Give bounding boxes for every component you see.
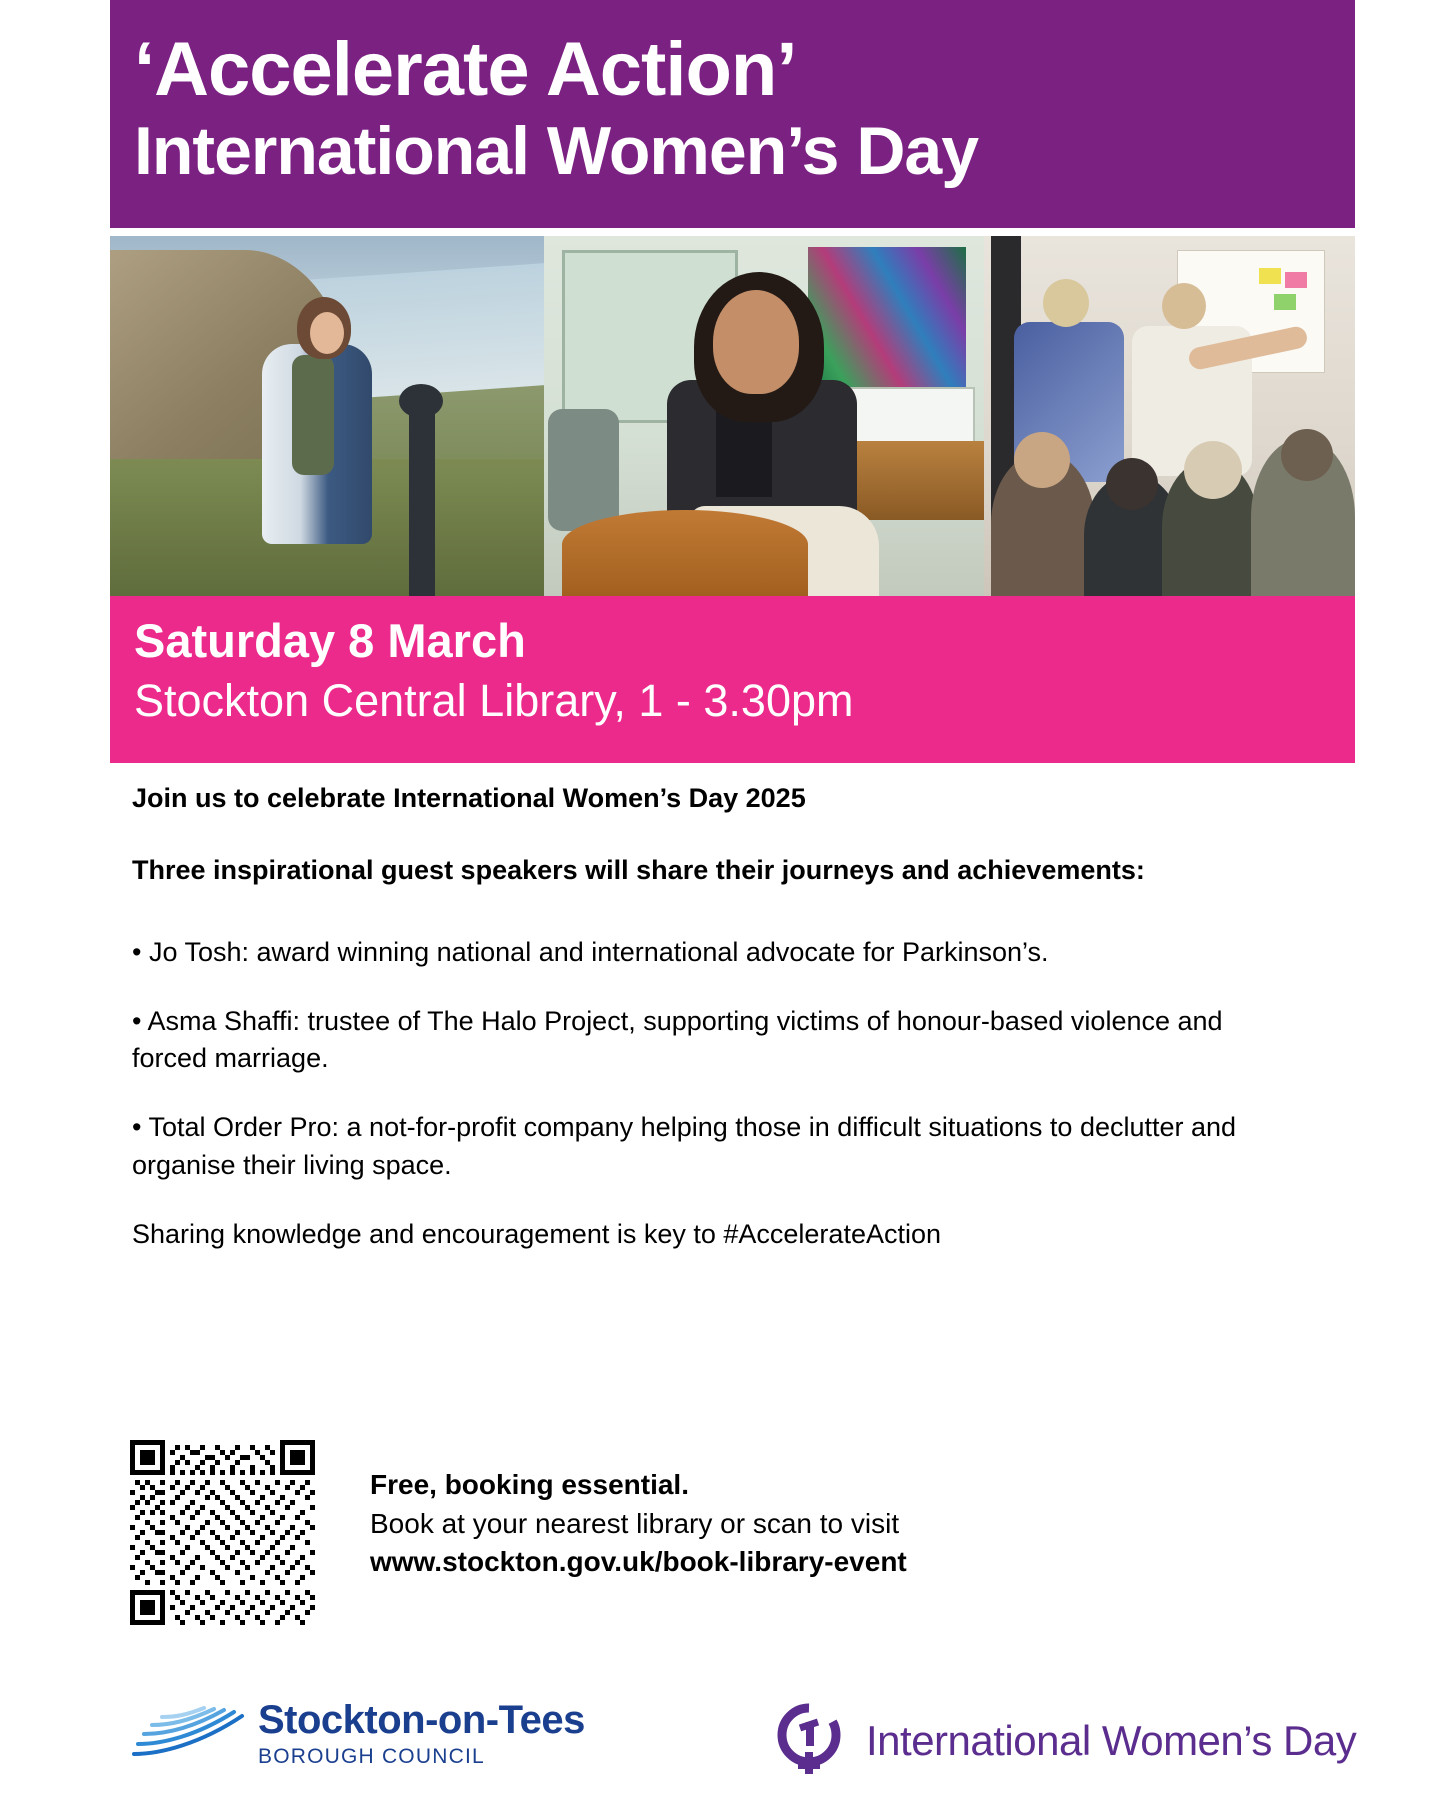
event-details-band bbox=[110, 596, 1355, 763]
photo-workshop-group bbox=[984, 236, 1355, 596]
stockton-council-logo bbox=[130, 1700, 585, 1769]
photo-strip bbox=[110, 236, 1355, 596]
table-shape bbox=[562, 510, 808, 596]
speaker-bullet: • Asma Shaffi: trustee of The Halo Project, supporting victims of honour-based violence and forced marriage. bbox=[132, 1005, 1223, 1074]
iwd-logo bbox=[770, 1702, 1356, 1780]
post-shape bbox=[409, 394, 435, 596]
figure-face bbox=[310, 312, 344, 354]
page-title: ‘Accelerate Action’ bbox=[134, 27, 797, 113]
closing-text: Sharing knowledge and encouragement is key to #AccelerateAction bbox=[132, 1218, 941, 1249]
qr-code-icon[interactable] bbox=[130, 1440, 315, 1625]
speaker-bullet: • Jo Tosh: award winning national and international advocate for Parkinson’s. bbox=[132, 936, 1049, 967]
council-name: Stockton-on-Tees bbox=[258, 1698, 585, 1742]
event-date: Saturday 8 March bbox=[134, 614, 526, 667]
seated-head-a bbox=[1014, 432, 1070, 488]
seated-head-c bbox=[1184, 441, 1242, 499]
speaker-bullet: • Total Order Pro: a not-for-profit company helping those in difficult situations to declutter and organise their living space. bbox=[132, 1112, 1237, 1180]
poster-header bbox=[110, 0, 1355, 228]
speakers-lead-text: Three inspirational guest speakers will share their journeys and achievements: bbox=[132, 855, 1145, 886]
stockton-wordmark bbox=[258, 1700, 585, 1769]
page-subtitle: International Women’s Day bbox=[134, 113, 979, 190]
booking-block bbox=[130, 1440, 1330, 1625]
sticky-note-green bbox=[1274, 294, 1296, 310]
iwd-circle-icon bbox=[770, 1702, 848, 1780]
iwd-wordmark: International Women’s Day bbox=[866, 1717, 1357, 1764]
presenter-figure-head bbox=[1162, 283, 1206, 329]
seated-head-d bbox=[1281, 429, 1333, 481]
seated-head-b bbox=[1106, 458, 1158, 510]
council-subtitle: BOROUGH COUNCIL bbox=[258, 1745, 485, 1768]
photo-woman-coastal-path bbox=[110, 236, 544, 596]
booking-url[interactable]: www.stockton.gov.uk/book-library-event bbox=[370, 1546, 907, 1578]
event-venue-time: Stockton Central Library, 1 - 3.30pm bbox=[134, 675, 854, 727]
figure-top bbox=[292, 355, 334, 475]
photo-woman-meeting-room bbox=[544, 236, 984, 596]
chair-shape bbox=[548, 409, 618, 531]
figure-face bbox=[713, 290, 799, 394]
sticky-note-yellow bbox=[1259, 268, 1281, 284]
standing-figure-head bbox=[1043, 279, 1089, 327]
footer bbox=[0, 1700, 1440, 1800]
intro-text: Join us to celebrate International Women’s Day 2025 bbox=[132, 783, 806, 813]
body-copy bbox=[132, 780, 1362, 1253]
booking-heading: Free, booking essential. bbox=[370, 1469, 689, 1500]
sticky-note-pink bbox=[1285, 272, 1307, 288]
swoosh-icon bbox=[130, 1700, 248, 1762]
booking-instruction: Book at your nearest library or scan to visit bbox=[370, 1507, 900, 1539]
booking-text bbox=[370, 1440, 907, 1582]
